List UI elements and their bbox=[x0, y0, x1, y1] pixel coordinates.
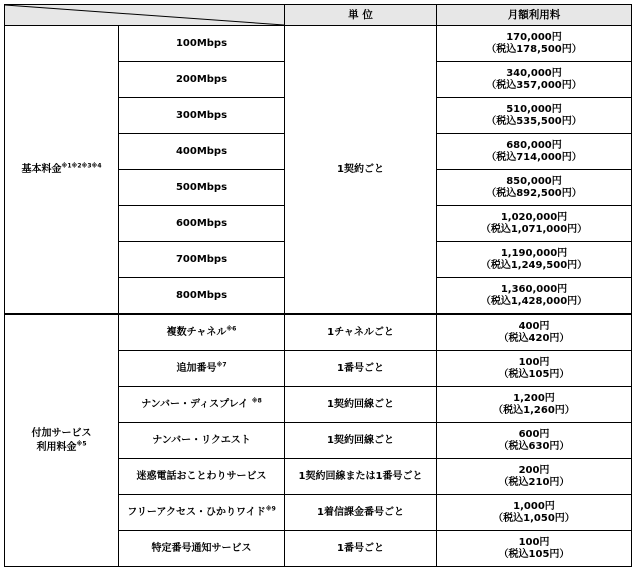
price-incl-tax: （税込1,260円） bbox=[493, 404, 575, 416]
monthly-fee-cell bbox=[437, 531, 632, 567]
bandwidth-cell: 500Mbps bbox=[119, 170, 285, 206]
price-incl-tax: （税込535,500円） bbox=[486, 115, 582, 127]
service-name: ナンバー・リクエスト bbox=[152, 434, 251, 446]
bandwidth-cell: 700Mbps bbox=[119, 242, 285, 278]
monthly-fee-cell bbox=[437, 170, 632, 206]
price-excl-tax: 200円 bbox=[518, 464, 550, 476]
monthly-fee-cell bbox=[437, 242, 632, 278]
option-fee-text-line2: 利用料金 bbox=[36, 441, 77, 453]
unit-cell: 1契約回線ごと bbox=[285, 387, 437, 423]
price-excl-tax: 340,000円 bbox=[506, 67, 562, 79]
price-excl-tax: 680,000円 bbox=[506, 139, 562, 151]
header-corner-cell bbox=[5, 5, 285, 26]
service-note: ※8 bbox=[251, 397, 262, 405]
price-excl-tax: 1,200円 bbox=[513, 392, 555, 404]
service-name: フリーアクセス・ひかりワイド bbox=[127, 506, 266, 518]
service-note: ※9 bbox=[265, 505, 276, 513]
price-excl-tax: 850,000円 bbox=[506, 175, 562, 187]
unit-cell: 1番号ごと bbox=[285, 351, 437, 387]
unit-cell: 1番号ごと bbox=[285, 531, 437, 567]
price-incl-tax: （税込420円） bbox=[498, 332, 570, 344]
option-fee-note: ※5 bbox=[76, 440, 87, 448]
service-name-cell bbox=[119, 531, 285, 567]
price-excl-tax: 400円 bbox=[518, 320, 550, 332]
price-excl-tax: 170,000円 bbox=[506, 31, 562, 43]
price-excl-tax: 1,020,000円 bbox=[500, 211, 568, 223]
price-incl-tax: （税込1,071,000円） bbox=[480, 223, 588, 235]
bandwidth-cell: 800Mbps bbox=[119, 278, 285, 315]
table-row bbox=[5, 314, 632, 351]
price-excl-tax: 510,000円 bbox=[506, 103, 562, 115]
price-excl-tax: 1,190,000円 bbox=[500, 247, 568, 259]
price-excl-tax: 600円 bbox=[518, 428, 550, 440]
basic-fee-text: 基本料金 bbox=[21, 163, 62, 175]
pricing-table bbox=[4, 4, 632, 567]
service-name-cell bbox=[119, 495, 285, 531]
service-name: ナンバー・ディスプレイ bbox=[141, 398, 252, 410]
unit-cell: 1契約回線ごと bbox=[285, 423, 437, 459]
monthly-fee-cell bbox=[437, 26, 632, 62]
table-row bbox=[5, 26, 632, 62]
price-incl-tax: （税込105円） bbox=[498, 548, 570, 560]
option-fee-label bbox=[5, 314, 119, 567]
price-excl-tax: 100円 bbox=[518, 536, 550, 548]
service-name: 追加番号 bbox=[176, 362, 217, 374]
unit-cell: 1着信課金番号ごと bbox=[285, 495, 437, 531]
header-unit: 単 位 bbox=[285, 5, 437, 26]
basic-unit-cell: 1契約ごと bbox=[285, 26, 437, 315]
monthly-fee-cell bbox=[437, 278, 632, 315]
service-name: 迷惑電話おことわりサービス bbox=[136, 470, 267, 482]
bandwidth-cell: 300Mbps bbox=[119, 98, 285, 134]
monthly-fee-cell bbox=[437, 134, 632, 170]
header-row bbox=[5, 5, 632, 26]
price-incl-tax: （税込178,500円） bbox=[486, 43, 582, 55]
monthly-fee-cell bbox=[437, 351, 632, 387]
price-incl-tax: （税込210円） bbox=[498, 476, 570, 488]
service-name: 複数チャネル bbox=[166, 326, 227, 338]
header-monthly-fee: 月額利用料 bbox=[437, 5, 632, 26]
basic-fee-label bbox=[5, 26, 119, 315]
monthly-fee-cell bbox=[437, 62, 632, 98]
price-incl-tax: （税込1,428,000円） bbox=[480, 295, 588, 307]
service-name-cell bbox=[119, 314, 285, 351]
bandwidth-cell: 400Mbps bbox=[119, 134, 285, 170]
option-fee-line2 bbox=[5, 441, 118, 455]
price-incl-tax: （税込630円） bbox=[498, 440, 570, 452]
service-note: ※6 bbox=[226, 325, 237, 333]
price-excl-tax: 1,360,000円 bbox=[500, 283, 568, 295]
option-fee-text-line1: 付加サービス bbox=[31, 427, 92, 439]
option-fee-section bbox=[5, 314, 632, 567]
price-excl-tax: 100円 bbox=[518, 356, 550, 368]
price-incl-tax: （税込714,000円） bbox=[486, 151, 582, 163]
service-name-cell bbox=[119, 423, 285, 459]
basic-fee-section bbox=[5, 26, 632, 315]
monthly-fee-cell bbox=[437, 314, 632, 351]
monthly-fee-cell bbox=[437, 206, 632, 242]
price-incl-tax: （税込1,249,500円） bbox=[480, 259, 588, 271]
service-name-cell bbox=[119, 459, 285, 495]
monthly-fee-cell bbox=[437, 423, 632, 459]
monthly-fee-cell bbox=[437, 98, 632, 134]
price-incl-tax: （税込357,000円） bbox=[486, 79, 582, 91]
basic-fee-note: ※1※2※3※4 bbox=[61, 162, 102, 170]
price-excl-tax: 1,000円 bbox=[513, 500, 555, 512]
monthly-fee-cell bbox=[437, 387, 632, 423]
service-name-cell bbox=[119, 387, 285, 423]
bandwidth-cell: 600Mbps bbox=[119, 206, 285, 242]
bandwidth-cell: 100Mbps bbox=[119, 26, 285, 62]
price-incl-tax: （税込1,050円） bbox=[493, 512, 575, 524]
unit-cell: 1契約回線または1番号ごと bbox=[285, 459, 437, 495]
monthly-fee-cell bbox=[437, 495, 632, 531]
price-incl-tax: （税込892,500円） bbox=[486, 187, 582, 199]
service-name: 特定番号通知サービス bbox=[151, 542, 252, 554]
bandwidth-cell: 200Mbps bbox=[119, 62, 285, 98]
unit-cell: 1チャネルごと bbox=[285, 314, 437, 351]
monthly-fee-cell bbox=[437, 459, 632, 495]
diagonal-line bbox=[5, 5, 284, 25]
service-name-cell bbox=[119, 351, 285, 387]
price-incl-tax: （税込105円） bbox=[498, 368, 570, 380]
service-note: ※7 bbox=[216, 361, 227, 369]
